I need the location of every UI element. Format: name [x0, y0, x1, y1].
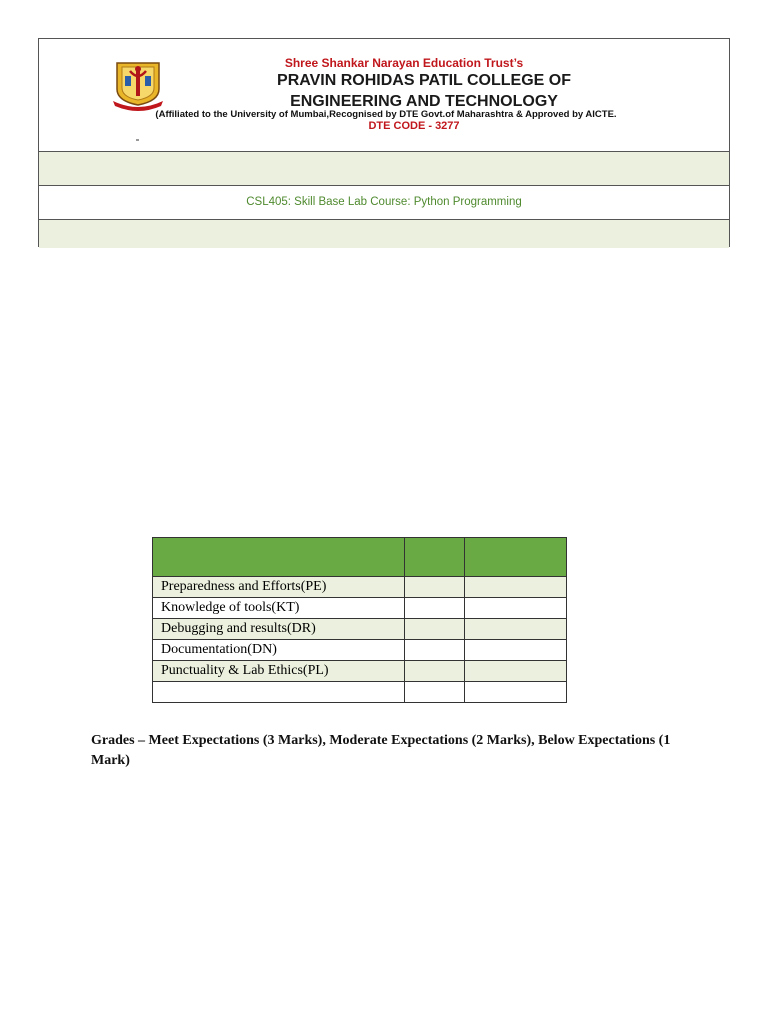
rubric-marks-cell[interactable] — [405, 682, 465, 703]
rubric-marks-cell[interactable] — [405, 640, 465, 661]
rubric-header-cell — [465, 538, 567, 577]
rubric-criterion: Preparedness and Efforts(PE) — [153, 577, 405, 598]
rubric-marks-cell[interactable] — [405, 661, 465, 682]
course-title: CSL405: Skill Base Lab Course: Python Programming — [39, 186, 729, 220]
header-box — [38, 38, 730, 247]
decorative-dot — [136, 139, 139, 141]
rubric-criterion: Debugging and results(DR) — [153, 619, 405, 640]
table-row — [153, 577, 567, 598]
affiliation-text: (Affiliated to the University of Mumbai,Recognised by DTE Govt.of Maharashtra & Approved by AICTE. — [155, 109, 617, 120]
rubric-sign-cell[interactable] — [465, 577, 567, 598]
rubric-sign-cell[interactable] — [465, 682, 567, 703]
rubric-sign-cell[interactable] — [465, 598, 567, 619]
rubric-sign-cell[interactable] — [465, 661, 567, 682]
table-row — [153, 619, 567, 640]
trust-name: Shree Shankar Narayan Education Trust’s — [284, 56, 524, 70]
table-row — [153, 640, 567, 661]
college-name-line2: ENGINEERING AND TECHNOLOGY — [290, 93, 558, 110]
header-band-empty-2 — [39, 220, 729, 248]
table-row — [153, 598, 567, 619]
rubric-marks-cell[interactable] — [405, 598, 465, 619]
rubric-header-row — [153, 538, 567, 577]
grades-note: Grades – Meet Expectations (3 Marks), Moderate Expectations (2 Marks), Below Expectations (1 Mark) — [91, 733, 671, 768]
rubric-marks-cell[interactable] — [405, 619, 465, 640]
dte-code: DTE CODE - 3277 — [368, 120, 460, 132]
college-name — [159, 70, 689, 112]
rubric-criterion: Knowledge of tools(KT) — [153, 598, 405, 619]
rubric-sign-cell[interactable] — [465, 619, 567, 640]
table-row — [153, 661, 567, 682]
rubric-sign-cell[interactable] — [465, 640, 567, 661]
rubric-table — [152, 537, 567, 703]
header-band-empty-1 — [39, 152, 729, 186]
table-row — [153, 682, 567, 703]
letterhead — [39, 39, 729, 152]
rubric-header-cell — [153, 538, 405, 577]
rubric-header-cell — [405, 538, 465, 577]
rubric-criterion — [153, 682, 405, 703]
rubric-marks-cell[interactable] — [405, 577, 465, 598]
college-name-line1: PRAVIN ROHIDAS PATIL COLLEGE OF — [277, 72, 571, 89]
rubric-criterion: Documentation(DN) — [153, 640, 405, 661]
rubric-criterion: Punctuality & Lab Ethics(PL) — [153, 661, 405, 682]
